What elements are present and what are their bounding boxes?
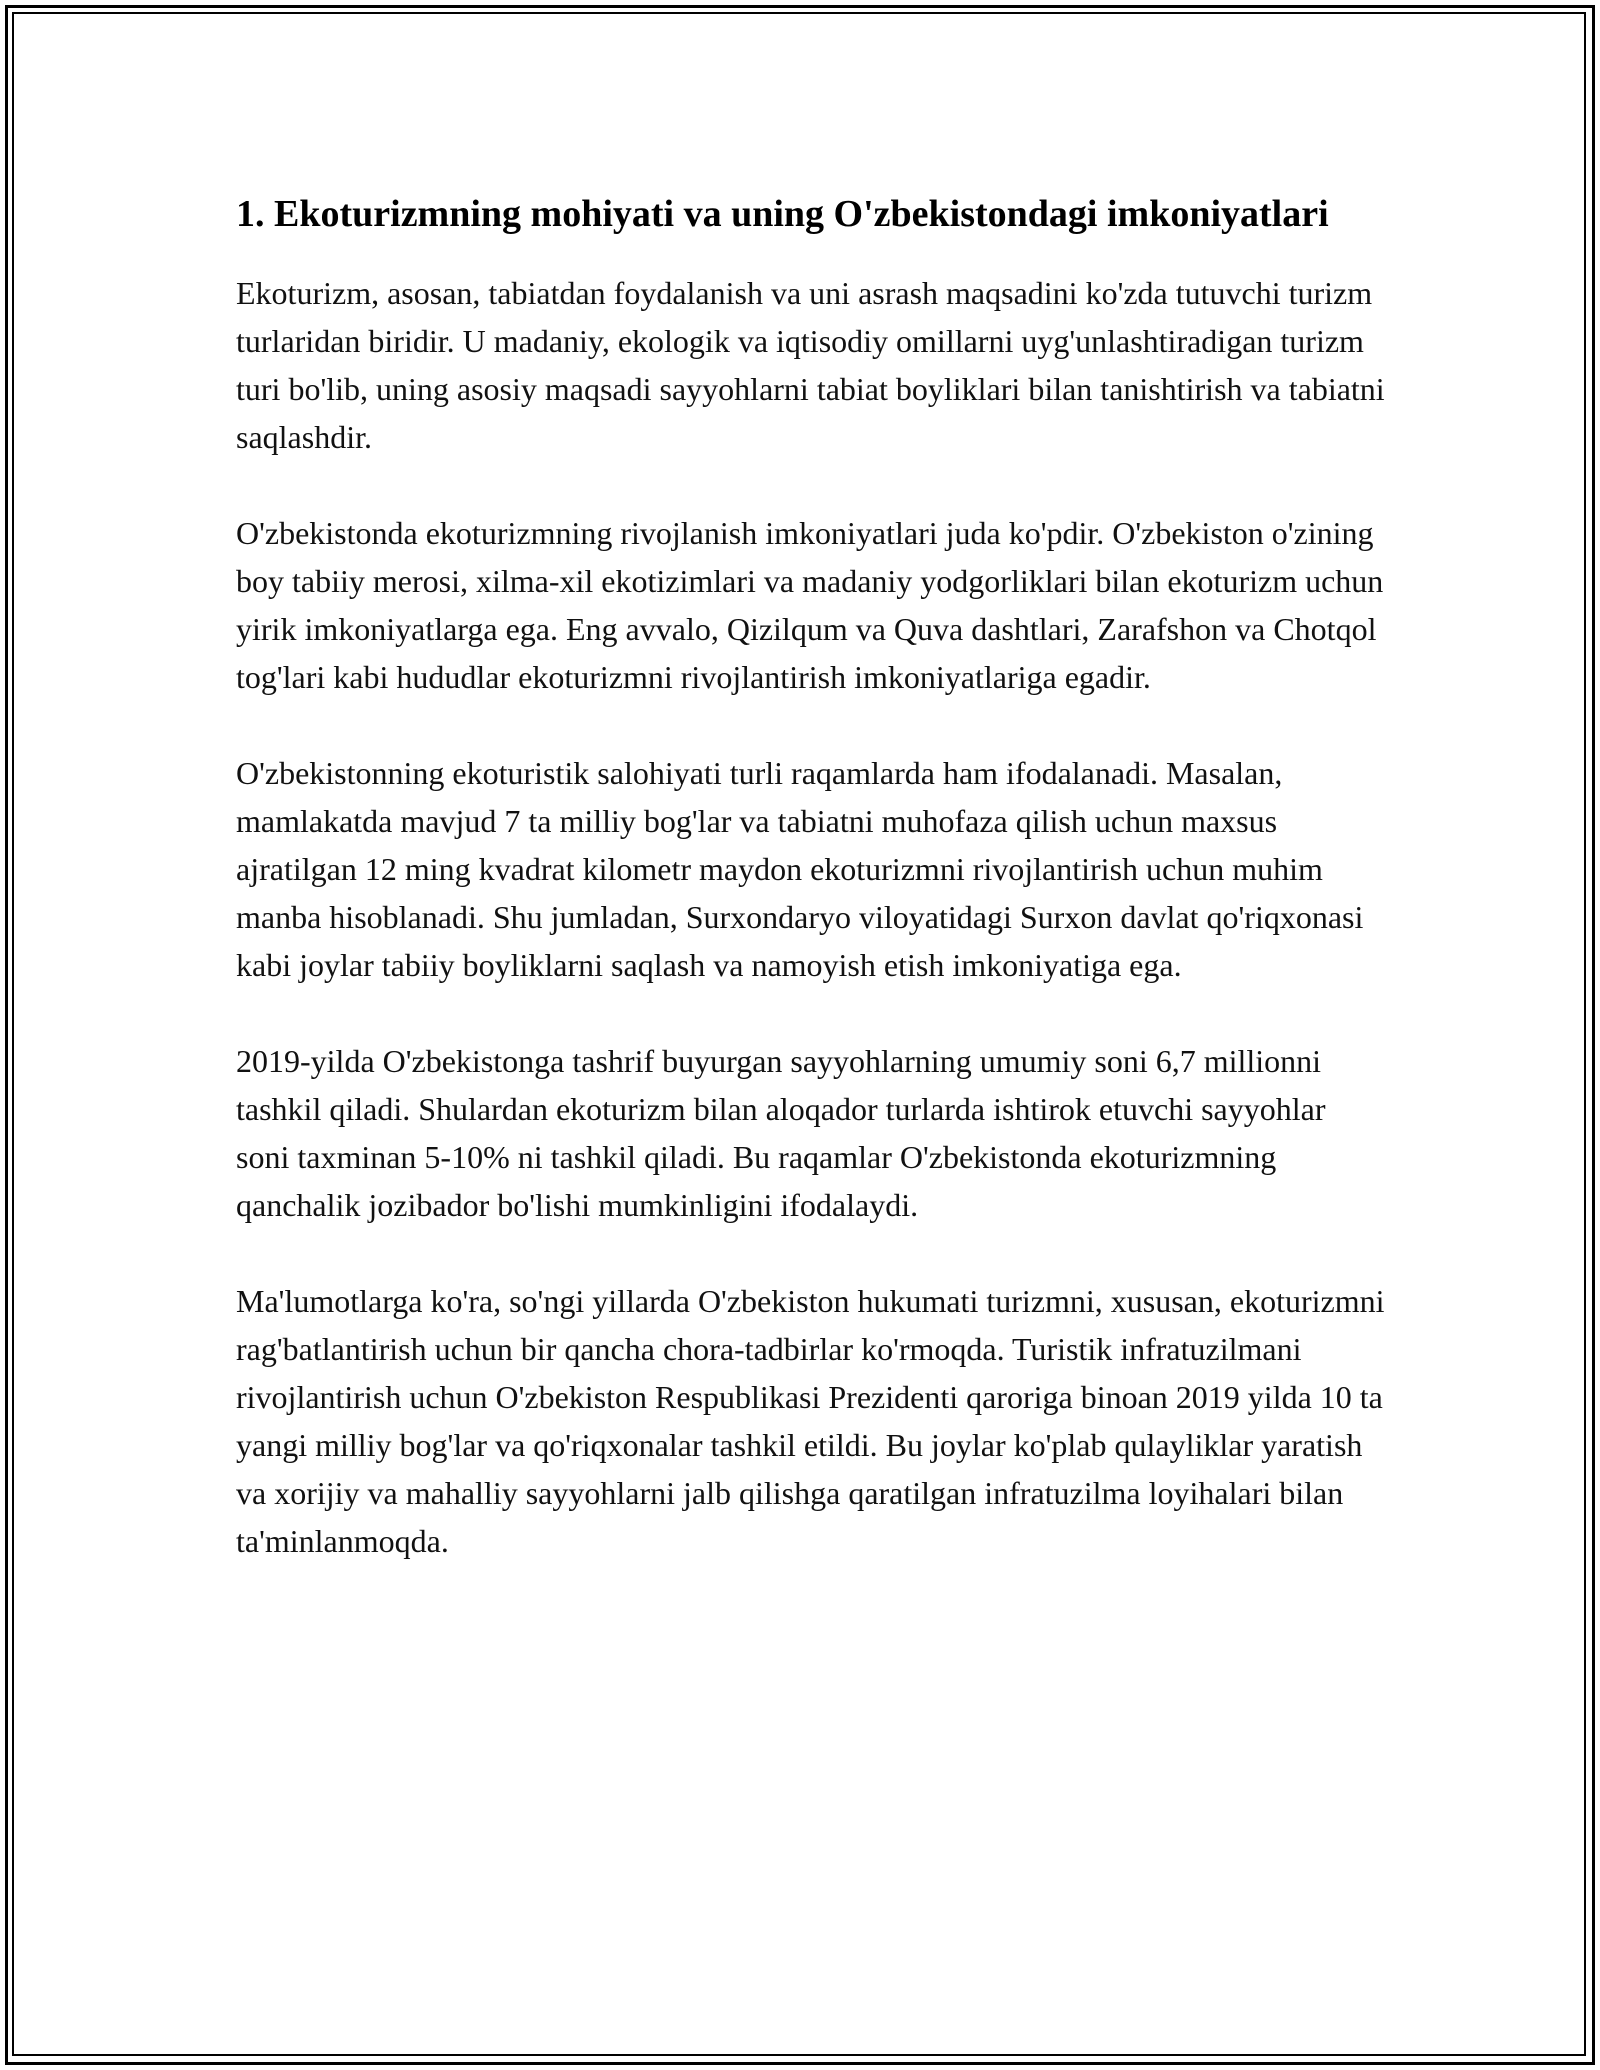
- paragraph-government-measures: Ma'lumotlarga ko'ra, so'ngi yillarda O'zbekiston hukumati turizmni, xususan, ekoturizmni rag'batlantirish uchun bir qancha chora-tadbirlar ko'rmoqda. Turistik infratuzilmani rivojlantirish uchun O'zbekiston Respublikasi Prezidenti qaroriga binoan 2019 yilda 10 ta yangi milliy bog'lar va qo'riqxonalar tashkil etildi. Bu joylar ko'plab qulayliklar yaratish va xorijiy va mahalliy sayyohlarni jalb qilishga qaratilgan infratuzilma loyihalari bilan ta'minlanmoqda.: [236, 1283, 1385, 1559]
- document-body: [236, 186, 1386, 1613]
- paragraph-tourist-statistics: 2019-yilda O'zbekistonga tashrif buyurgan sayyohlarning umumiy soni 6,7 millionni tashkil qiladi. Shulardan ekoturizm bilan aloqador turlarda ishtirok etuvchi sayyohlar soni taxminan 5-10% ni tashkil qiladi. Bu raqamlar O'zbekistonda ekoturizmning qanchalik jozibador bo'lishi mumkinligini ifodalaydi.: [236, 1043, 1326, 1223]
- paragraph-development-opportunities: O'zbekistonda ekoturizmning rivojlanish imkoniyatlari juda ko'pdir. O'zbekiston o'zining boy tabiiy merosi, xilma-xil ekotizimlari va madaniy yodgorliklari bilan ekoturizm uchun yirik imkoniyatlarga ega. Eng avvalo, Qizilqum va Quva dashtlari, Zarafshon va Chotqol tog'lari kabi hududlar ekoturizmni rivojlantirish imkoniyatlariga egadir.: [236, 515, 1384, 695]
- section-heading: 1. Ekoturizmning mohiyati va uning O'zbekistondagi imkoniyatlari: [236, 193, 1329, 235]
- paragraph-ecotourism-potential: O'zbekistonning ekoturistik salohiyati turli raqamlarda ham ifodalanadi. Masalan, mamlakatda mavjud 7 ta milliy bog'lar va tabiatni muhofaza qilish uchun maxsus ajratilgan 12 ming kvadrat kilometr maydon ekoturizmni rivojlantirish uchun muhim manba hisoblanadi. Shu jumladan, Surxondaryo viloyatidagi Surxon davlat qo'riqxonasi kabi joylar tabiiy boyliklarni saqlash va namoyish etish imkoniyatiga ega.: [236, 755, 1364, 983]
- paragraph-ekoturizm-definition: Ekoturizm, asosan, tabiatdan foydalanish va uni asrash maqsadini ko'zda tutuvchi turizm turlaridan biridir. U madaniy, ekologik va iqtisodiy omillarni uyg'unlashtiradigan turizm turi bo'lib, uning asosiy maqsadi sayyohlarni tabiat boyliklari bilan tanishtirish va tabiatni saqlashdir.: [236, 275, 1385, 455]
